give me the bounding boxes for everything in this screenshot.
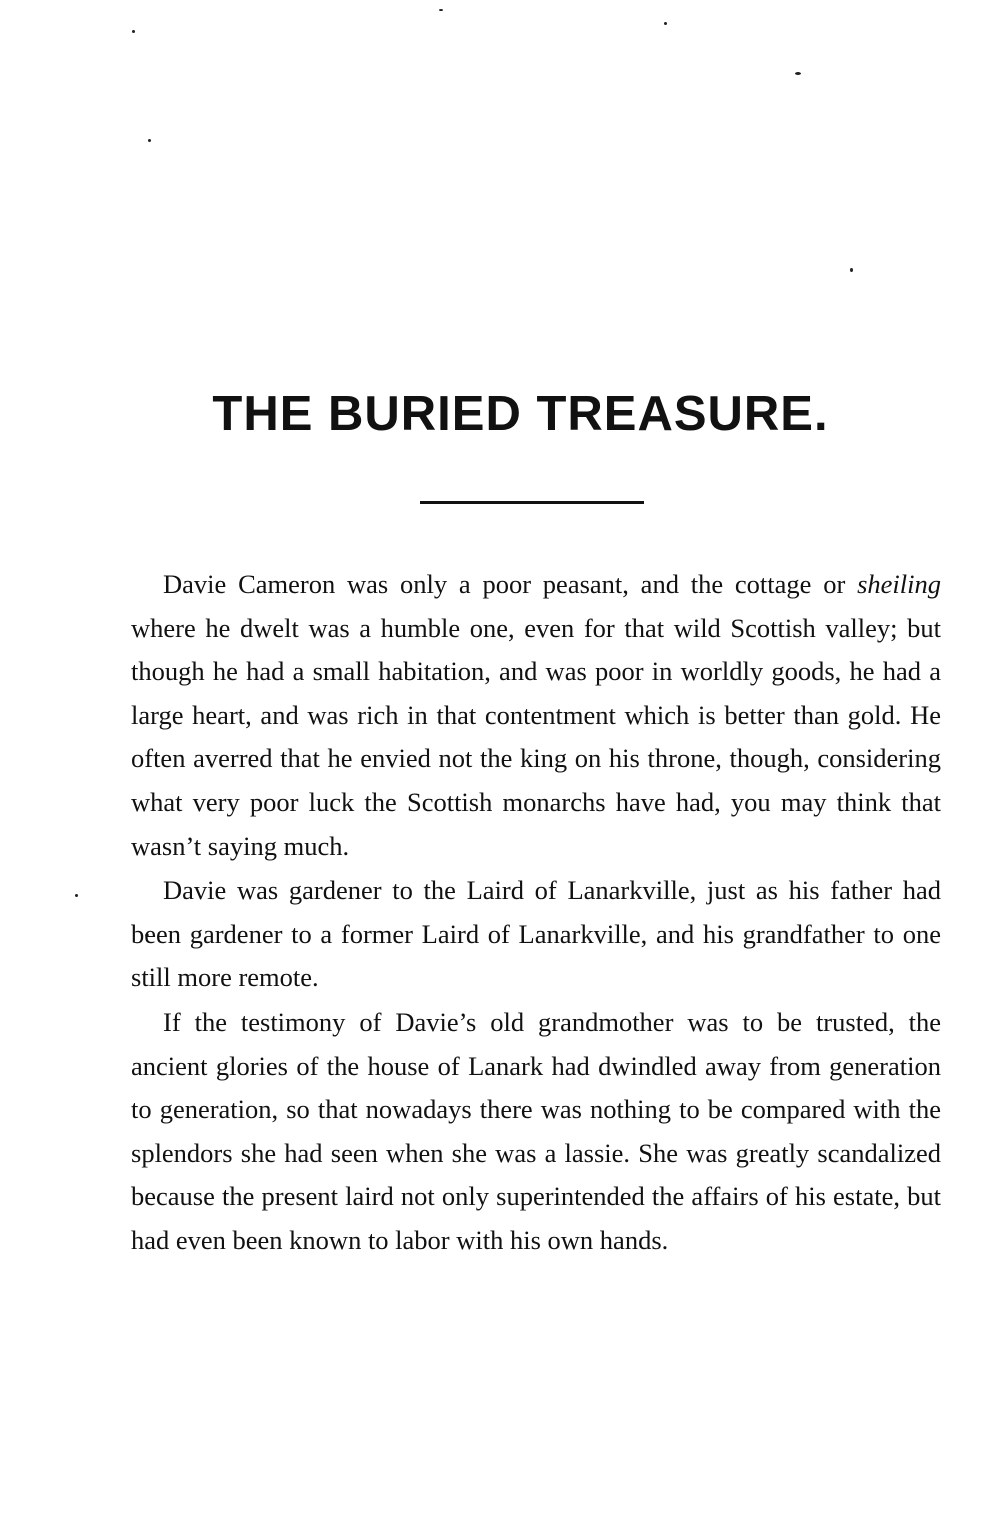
scan-speck xyxy=(439,9,443,11)
paragraph-1-text-start: Davie Cameron was only a poor peasant, and the cottage or xyxy=(163,569,858,599)
scan-speck xyxy=(132,30,135,33)
scan-speck xyxy=(795,72,801,75)
paragraph-2: Davie was gardener to the Laird of Lanarkville, just as his father had been gardener to a former Laird of Lanarkville, and his grandfather to one still more remote. xyxy=(131,875,941,993)
scan-speck xyxy=(664,22,667,25)
scan-speck xyxy=(148,139,151,142)
title-divider xyxy=(420,501,644,504)
paragraph-1 xyxy=(131,563,941,868)
paragraph-1-italic-word: sheiling xyxy=(857,569,941,599)
chapter-title: THE BURIED TREASURE. xyxy=(212,387,829,441)
paragraph-3: If the testimony of Davie’s old grandmother was to be trusted, the ancient glories of the house of Lanark had dwindled away from generation to generation, so that nowadays there was nothing to be compared with the splendors she had seen when she was a lassie. She was greatly scandalized because the present laird not only superintended the affairs of his estate, but had even been known to labor with his own hands. xyxy=(131,1006,941,1255)
body-text xyxy=(131,563,941,1263)
paragraph-1-text-end: where he dwelt was a humble one, even for that wild Scottish valley; but though he had a small habitation, and was poor in worldly goods, he had a large heart, and was rich in that contentment which is better than gold. He often averred that he envied not the king on his throne, though, considering what very poor luck the Scottish monarchs have had, you may think that wasn’t saying much. xyxy=(131,612,941,861)
scan-speck xyxy=(75,894,78,897)
scan-speck xyxy=(850,268,853,272)
